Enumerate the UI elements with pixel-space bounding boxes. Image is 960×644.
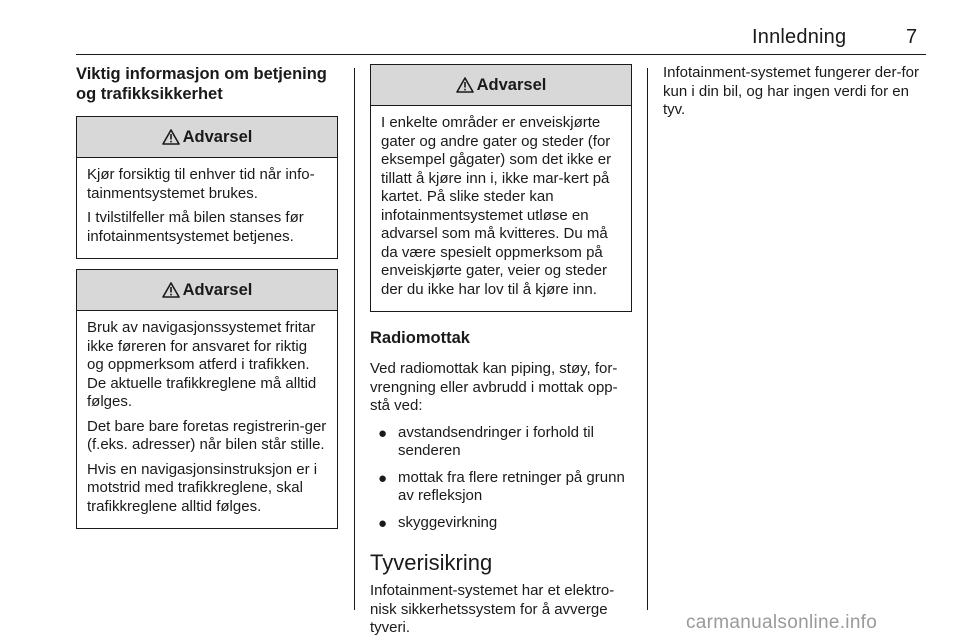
warning-triangle-icon — [162, 282, 180, 298]
theft-paragraph-continued: Infotainment-systemet fungerer der-for kun i din bil, og har ingen verdi for en tyv. — [663, 64, 919, 118]
warning-paragraph: Kjør forsiktig til enhver tid når info-tainmentsystemet brukes. — [87, 166, 315, 202]
section-heading-safety — [76, 64, 338, 104]
list-item-text: avstandsendringer i forhold til senderen — [398, 423, 594, 459]
section-heading-radio: Radiomottak — [370, 329, 470, 347]
list-item — [370, 424, 632, 461]
warning-box-1 — [76, 116, 338, 259]
warning-label: Advarsel — [476, 75, 547, 94]
bullet-icon: ● — [378, 469, 388, 487]
list-item-text: skyggevirkning — [398, 513, 498, 531]
page-number: 7 — [906, 26, 918, 48]
section-heading-theft: Tyverisikring — [370, 550, 493, 575]
column-divider-2 — [647, 68, 648, 610]
warning-label: Advarsel — [182, 280, 253, 299]
column-2 — [370, 64, 632, 644]
warning-header — [77, 117, 337, 158]
warning-body — [371, 106, 631, 311]
warning-body — [77, 158, 337, 258]
warning-paragraph: Bruk av navigasjonssystemet fritar ikke føreren for ansvaret for riktig og oppmerksom atferd i trafikken. De aktuelle trafikkreglene må alltid følges. — [87, 319, 317, 410]
warning-box-2 — [76, 269, 338, 529]
radio-intro-paragraph: Ved radiomottak kan piping, støy, for-vrengning eller avbrudd i mottak opp-stå ved: — [370, 360, 618, 414]
list-item — [370, 469, 632, 506]
warning-paragraph: Hvis en navigasjonsinstruksjon er i motstrid med trafikkreglene, skal trafikkreglene alltid følges. — [87, 460, 318, 515]
warning-paragraph: I enkelte områder er enveiskjørte gater og andre gater og steder (for eksempel gågater) som det ikke er tillatt å kjøre inn i, ikke mar-kert på kartet. På slike steder kan infotainmentsystemet utløse en advarsel som må kvitteres. Du må da være spesielt oppmerksom på enveiskjørte gater, veier og steder der du ikke har lov til å kjøre inn. — [381, 114, 612, 298]
warning-box-3 — [370, 64, 632, 312]
warning-triangle-icon — [162, 129, 180, 145]
radio-bullet-list — [370, 424, 632, 533]
warning-triangle-icon — [456, 77, 474, 93]
warning-body — [77, 311, 337, 528]
section-heading-line1: Viktig informasjon om betjening — [76, 65, 327, 83]
warning-header — [371, 65, 631, 106]
warning-label: Advarsel — [182, 127, 253, 146]
bullet-icon: ● — [378, 514, 388, 532]
list-item — [370, 514, 632, 533]
column-1 — [76, 64, 338, 539]
column-3 — [663, 64, 926, 126]
header-rule — [76, 54, 926, 55]
warning-paragraph: Det bare bare foretas registrerin-ger (f.eks. adresser) når bilen står stille. — [87, 417, 327, 453]
watermark: carmanualsonline.info — [686, 612, 878, 633]
warning-paragraph: I tvilstilfeller må bilen stanses før infotainmentsystemet betjenes. — [87, 209, 304, 245]
list-item-text: mottak fra flere retninger på grunn av refleksjon — [398, 468, 625, 504]
section-heading-line2: og trafikksikkerhet — [76, 85, 223, 103]
column-divider-1 — [354, 68, 355, 610]
theft-paragraph: Infotainment-systemet har et elektro-nisk sikkerhetssystem for å avverge tyveri. — [370, 582, 615, 636]
warning-header — [77, 270, 337, 311]
page-header-title: Innledning — [752, 26, 847, 48]
bullet-icon: ● — [378, 424, 388, 442]
